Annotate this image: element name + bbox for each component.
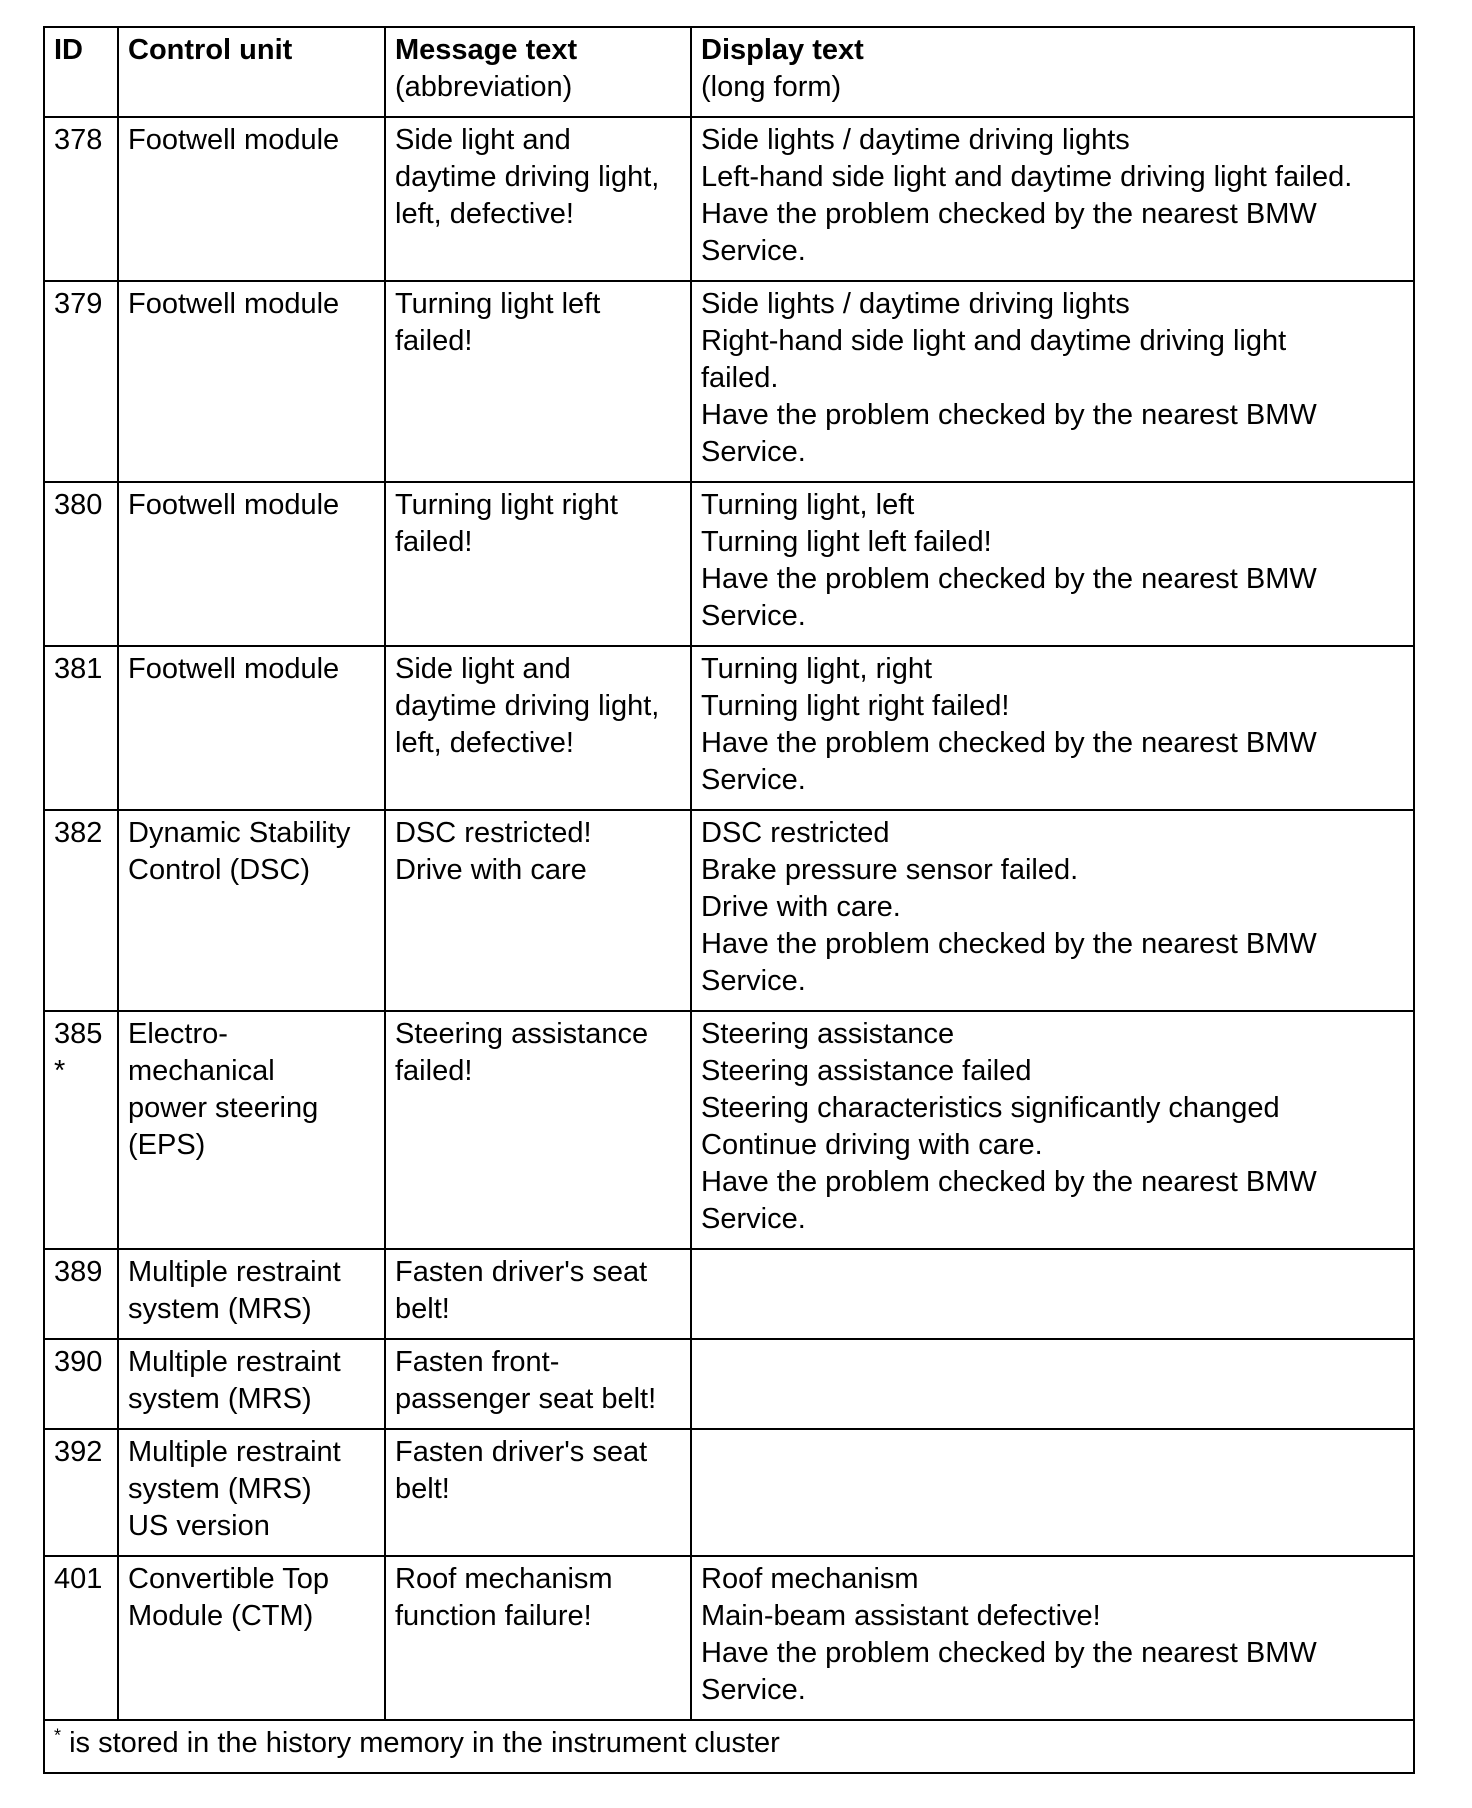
cell-control-unit: Electro- mechanical power steering (EPS) xyxy=(118,1011,385,1249)
header-display-text xyxy=(691,27,1414,117)
cell-display-text: Turning light, right Turning light right failed! Have the problem checked by the nearest BMW Service. xyxy=(691,646,1414,810)
cell-message-text: Roof mechanism function failure! xyxy=(385,1556,691,1720)
header-message-text-sub: (abbreviation) xyxy=(395,71,573,103)
cell-display-text xyxy=(691,1339,1414,1429)
cell-control-unit: Footwell module xyxy=(118,281,385,482)
header-message-text-label: Message text xyxy=(395,34,578,66)
table-row xyxy=(44,117,1414,281)
cell-id: 401 xyxy=(44,1556,118,1720)
cell-id: 390 xyxy=(44,1339,118,1429)
cell-id: 381 xyxy=(44,646,118,810)
table-row xyxy=(44,482,1414,646)
cell-id: 382 xyxy=(44,810,118,1011)
table-row xyxy=(44,1249,1414,1339)
cell-control-unit: Multiple restraint system (MRS) xyxy=(118,1339,385,1429)
header-control-unit-label: Control unit xyxy=(128,34,293,66)
header-control-unit xyxy=(118,27,385,117)
cell-display-text: DSC restricted Brake pressure sensor failed. Drive with care. Have the problem checked by the nearest BMW Service. xyxy=(691,810,1414,1011)
cell-id: 392 xyxy=(44,1429,118,1556)
cell-control-unit: Multiple restraint system (MRS) xyxy=(118,1249,385,1339)
header-display-text-label: Display text xyxy=(701,34,864,66)
cell-display-text: Roof mechanism Main-beam assistant defective! Have the problem checked by the nearest BMW Service. xyxy=(691,1556,1414,1720)
cell-message-text: Fasten driver's seat belt! xyxy=(385,1249,691,1339)
table-row xyxy=(44,1429,1414,1556)
cell-message-text: Steering assistance failed! xyxy=(385,1011,691,1249)
cell-display-text: Steering assistance Steering assistance failed Steering characteristics significantly changed Continue driving with care. Have the problem checked by the nearest BMW Service. xyxy=(691,1011,1414,1249)
cell-control-unit: Dynamic Stability Control (DSC) xyxy=(118,810,385,1011)
cell-display-text: Side lights / daytime driving lights Left-hand side light and daytime driving light failed. Have the problem checked by the nearest BMW Service. xyxy=(691,117,1414,281)
cell-id: 379 xyxy=(44,281,118,482)
cell-display-text xyxy=(691,1429,1414,1556)
cell-message-text: Side light and daytime driving light, left, defective! xyxy=(385,117,691,281)
message-table xyxy=(43,26,1415,1774)
cell-message-text: Fasten driver's seat belt! xyxy=(385,1429,691,1556)
cell-message-text: DSC restricted! Drive with care xyxy=(385,810,691,1011)
cell-message-text: Turning light right failed! xyxy=(385,482,691,646)
cell-id: 389 xyxy=(44,1249,118,1339)
table-row xyxy=(44,646,1414,810)
footnote xyxy=(44,1720,1414,1773)
footnote-marker: * xyxy=(54,1725,62,1746)
cell-control-unit: Convertible Top Module (CTM) xyxy=(118,1556,385,1720)
cell-message-text: Turning light left failed! xyxy=(385,281,691,482)
cell-control-unit: Footwell module xyxy=(118,482,385,646)
cell-message-text: Fasten front- passenger seat belt! xyxy=(385,1339,691,1429)
header-row xyxy=(44,27,1414,117)
table-row xyxy=(44,1556,1414,1720)
table-row xyxy=(44,1339,1414,1429)
cell-control-unit: Footwell module xyxy=(118,117,385,281)
cell-id: 378 xyxy=(44,117,118,281)
cell-display-text xyxy=(691,1249,1414,1339)
header-display-text-sub: (long form) xyxy=(701,71,842,103)
table-row xyxy=(44,810,1414,1011)
table-row xyxy=(44,281,1414,482)
cell-id: 380 xyxy=(44,482,118,646)
cell-control-unit: Footwell module xyxy=(118,646,385,810)
cell-display-text: Side lights / daytime driving lights Right-hand side light and daytime driving light failed. Have the problem checked by the nearest BMW Service. xyxy=(691,281,1414,482)
footnote-row xyxy=(44,1720,1414,1773)
header-message-text xyxy=(385,27,691,117)
header-id xyxy=(44,27,118,117)
footnote-text: is stored in the history memory in the instrument cluster xyxy=(61,1727,780,1759)
cell-message-text: Side light and daytime driving light, left, defective! xyxy=(385,646,691,810)
cell-display-text: Turning light, left Turning light left failed! Have the problem checked by the nearest BMW Service. xyxy=(691,482,1414,646)
table-row xyxy=(44,1011,1414,1249)
cell-id: 385 * xyxy=(44,1011,118,1249)
cell-control-unit: Multiple restraint system (MRS) US version xyxy=(118,1429,385,1556)
header-id-label: ID xyxy=(54,34,83,66)
